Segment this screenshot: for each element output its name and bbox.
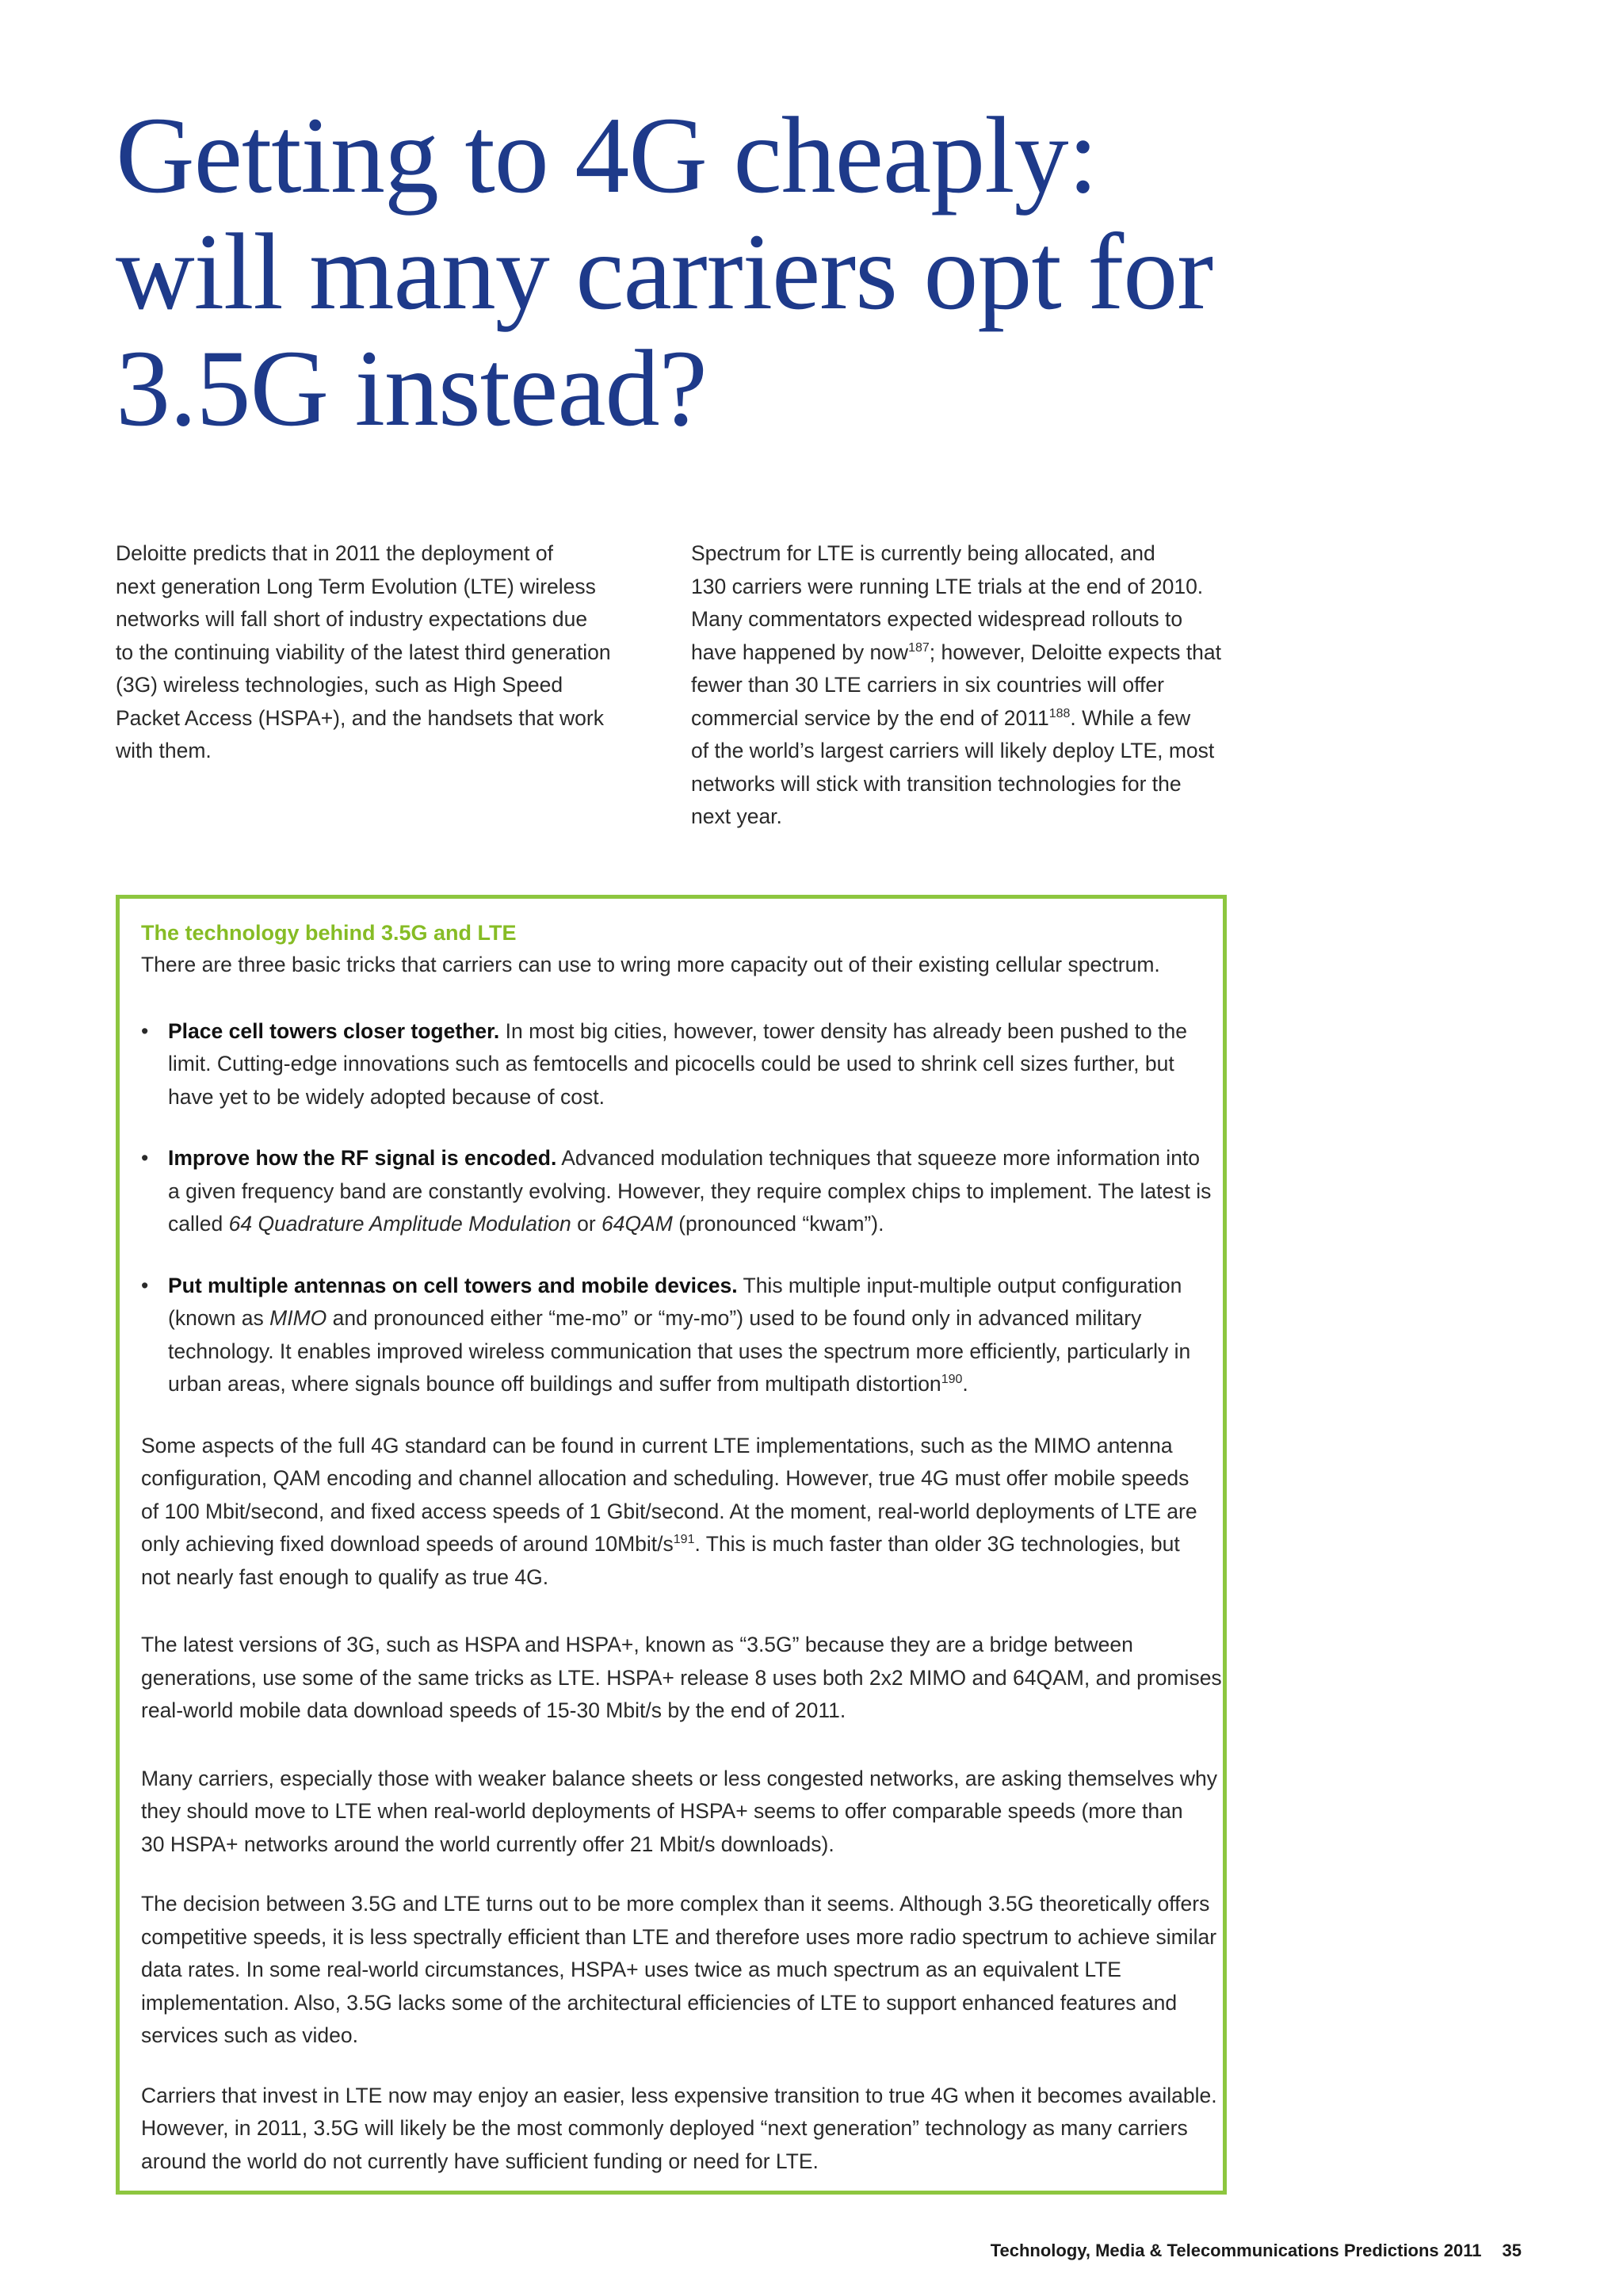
footnote-ref: 188 <box>1048 706 1071 720</box>
text-line: they should move to LTE when real-world deployments of HSPA+ seems to offer comparable speeds (more than <box>141 1799 1183 1823</box>
lead-in: Put multiple antennas on cell towers and mobile devices. <box>168 1273 738 1297</box>
intro-right-column <box>691 537 1246 834</box>
text-line: 30 HSPA+ networks around the world currently offer 21 Mbit/s downloads). <box>141 1832 834 1856</box>
publication-title: Technology, Media & Telecommunications Predictions 2011 <box>990 2241 1482 2260</box>
text-line: Packet Access (HSPA+), and the handsets that work <box>116 705 604 730</box>
text-line <box>691 702 1246 735</box>
emphasis: 64 Quadrature Amplitude Modulation <box>228 1212 571 1236</box>
text-line: have yet to be widely adopted because of cost. <box>168 1084 605 1109</box>
text-line <box>168 1302 1211 1335</box>
text-line: networks will fall short of industry expectations due <box>116 607 588 631</box>
lead-in: Improve how the RF signal is encoded. <box>168 1146 557 1170</box>
intro-left-column <box>116 537 631 768</box>
text-line: 130 carriers were running LTE trials at the end of 2010. <box>691 574 1204 598</box>
emphasis: MIMO <box>269 1306 327 1330</box>
text-line: a given frequency band are constantly evolving. However, they require complex chips to implement. The latest is <box>168 1179 1212 1203</box>
page-footer <box>872 2241 1522 2261</box>
text-line: services such as video. <box>141 2023 358 2047</box>
text-run: called <box>168 1212 229 1236</box>
list-item <box>141 1142 1211 1241</box>
text-run: . <box>962 1372 968 1396</box>
text-line: (3G) wireless technologies, such as High Speed <box>116 673 563 697</box>
text-line <box>168 1142 1211 1175</box>
page-title <box>116 94 1304 449</box>
text-line: limit. Cutting-edge innovations such as femtocells and picocells could be used to shrink cell sizes further, but <box>168 1052 1174 1075</box>
text-line: Many commentators expected widespread rollouts to <box>691 607 1183 631</box>
footnote-ref: 190 <box>941 1373 963 1387</box>
text-run: or <box>571 1212 602 1236</box>
text-run: have happened by now <box>691 640 909 664</box>
bullet: • <box>141 1273 149 1297</box>
text-line: Many carriers, especially those with weaker balance sheets or less congested networks, are asking themselves why <box>141 1766 1218 1790</box>
title-line: will many carriers opt for <box>116 211 1213 332</box>
text-run: commercial service by the end of 2011 <box>691 705 1049 730</box>
bullet: • <box>141 1146 149 1170</box>
text-line: of the world’s largest carriers will likely deploy LTE, most <box>691 739 1215 762</box>
bullet: • <box>141 1018 149 1043</box>
text-line: Some aspects of the full 4G standard can be found in current LTE implementations, such as the MIMO antenna <box>141 1433 1173 1457</box>
text-run: In most big cities, however, tower density has already been pushed to the <box>499 1018 1187 1043</box>
title-line: 3.5G instead? <box>116 327 707 449</box>
box-paragraph <box>141 1888 1217 2053</box>
text-line: Carriers that invest in LTE now may enjoy an easier, less expensive transition to true 4G when it becomes available. <box>141 2083 1217 2107</box>
text-run: Advanced modulation techniques that squeeze more information into <box>556 1146 1201 1170</box>
text-run: (known as <box>168 1306 270 1330</box>
text-line: real-world mobile data download speeds of 15-30 Mbit/s by the end of 2011. <box>141 1698 846 1722</box>
text-run: urban areas, where signals bounce off buildings and suffer from multipath distortion <box>168 1372 941 1396</box>
sidebar-box <box>116 895 1227 2195</box>
sidebar-box-title: The technology behind 3.5G and LTE <box>141 921 517 945</box>
list-item <box>141 1270 1211 1401</box>
text-line: with them. <box>116 739 212 762</box>
text-line: The latest versions of 3G, such as HSPA and HSPA+, known as “3.5G” because they are a bridge between <box>141 1633 1133 1656</box>
text-run: . While a few <box>1070 705 1191 730</box>
text-line <box>168 1015 1211 1049</box>
text-line: competitive speeds, it is less spectrally efficient than LTE and therefore uses more radio spectrum to achieve similar <box>141 1924 1217 1949</box>
text-line: configuration, QAM encoding and channel allocation and scheduling. However, true 4G must offer mobile speeds <box>141 1466 1190 1490</box>
text-line <box>168 1270 1211 1303</box>
text-run: and pronounced either “me-mo” or “my-mo”) used to be found only in advanced military <box>327 1306 1142 1330</box>
box-paragraph <box>141 1763 1218 1862</box>
text-line: to the continuing viability of the latest third generation <box>116 640 611 664</box>
text-line: next generation Long Term Evolution (LTE) wireless <box>116 574 596 598</box>
lead-in: Place cell towers closer together. <box>168 1018 500 1043</box>
text-run: This multiple input-multiple output configuration <box>737 1273 1182 1297</box>
text-line: The decision between 3.5G and LTE turns out to be more complex than it seems. Although 3.5G theoretically offers <box>141 1892 1210 1916</box>
text-line <box>168 1208 1211 1241</box>
text-line: There are three basic tricks that carriers can use to wring more capacity out of their existing cellular spectrum. <box>141 953 1160 976</box>
text-line: Spectrum for LTE is currently being allocated, and <box>691 541 1155 565</box>
text-run: (pronounced “kwam”). <box>672 1212 884 1236</box>
emphasis: 64QAM <box>601 1212 673 1236</box>
page-number: 35 <box>1502 2241 1522 2260</box>
footnote-ref: 187 <box>908 640 930 655</box>
box-paragraph <box>141 1430 1211 1595</box>
text-line: data rates. In some real-world circumstances, HSPA+ uses twice as much spectrum as an equivalent LTE <box>141 1958 1121 1981</box>
text-line: of 100 Mbit/second, and fixed access speeds of 1 Gbit/second. At the moment, real-world deployments of LTE are <box>141 1499 1197 1523</box>
text-line: next year. <box>691 804 782 828</box>
text-line <box>141 1528 1211 1561</box>
text-line: Deloitte predicts that in 2011 the deployment of <box>116 541 553 565</box>
sidebar-box-content <box>141 917 1222 2178</box>
text-line <box>168 1368 1211 1401</box>
text-line: technology. It enables improved wireless communication that uses the spectrum more efficiently, particularly in <box>168 1339 1191 1363</box>
text-line: not nearly fast enough to qualify as true 4G. <box>141 1564 549 1589</box>
text-line: However, in 2011, 3.5G will likely be the most commonly deployed “next generation” technology as many carriers <box>141 2116 1188 2140</box>
text-line: networks will stick with transition technologies for the <box>691 771 1182 796</box>
list-item <box>141 1015 1211 1114</box>
text-line: around the world do not currently have sufficient funding or need for LTE. <box>141 2149 819 2173</box>
box-paragraph <box>141 2080 1217 2179</box>
text-line <box>691 636 1246 670</box>
text-line: generations, use some of the same tricks as LTE. HSPA+ release 8 uses both 2x2 MIMO and 64QAM, and promises <box>141 1665 1222 1690</box>
text-run: only achieving fixed download speeds of around 10Mbit/s <box>141 1532 674 1556</box>
footnote-ref: 191 <box>673 1533 695 1547</box>
text-run: . This is much faster than older 3G technologies, but <box>694 1532 1180 1556</box>
title-line: Getting to 4G cheaply: <box>116 94 1098 216</box>
box-paragraph <box>141 1629 1222 1728</box>
text-line: implementation. Also, 3.5G lacks some of the architectural efficiencies of LTE to support enhanced features and <box>141 1990 1178 2015</box>
text-run: ; however, Deloitte expects that <box>929 640 1222 664</box>
box-intro <box>141 949 1211 982</box>
text-line: fewer than 30 LTE carriers in six countries will offer <box>691 673 1164 697</box>
tricks-list <box>141 1015 1211 1401</box>
